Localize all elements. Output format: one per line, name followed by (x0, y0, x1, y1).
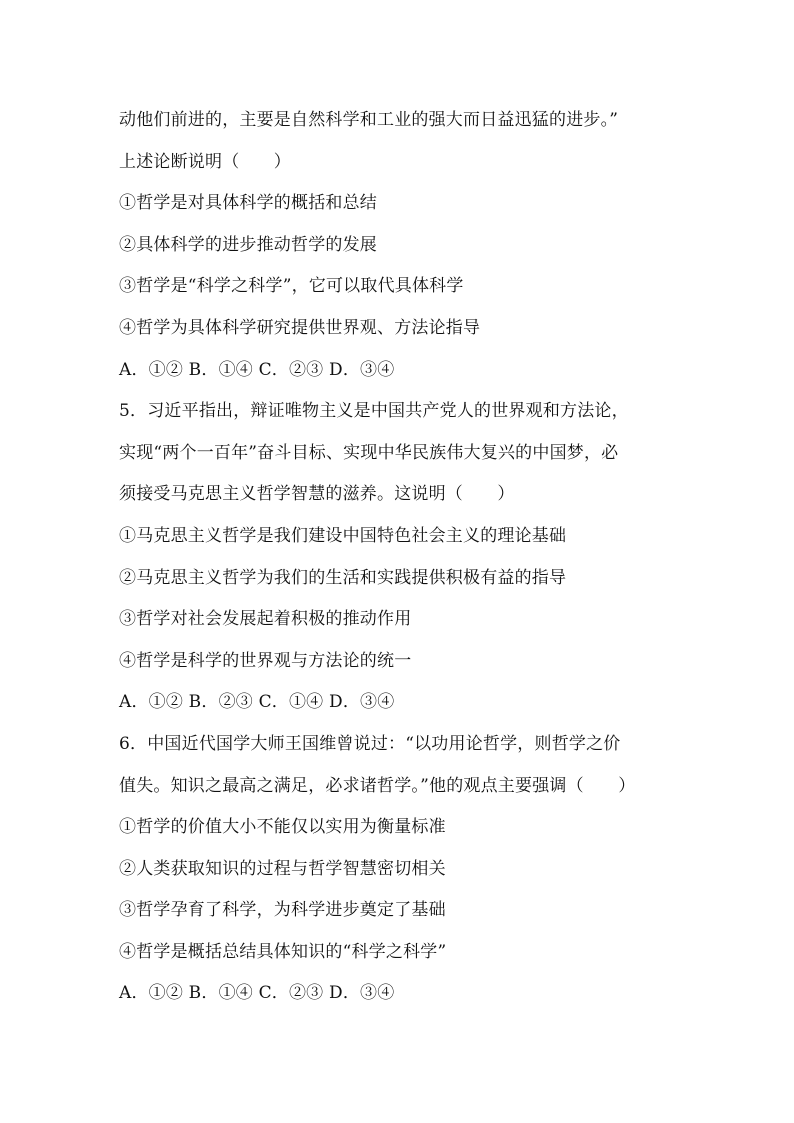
option-statement-2: ②人类获取知识的过程与哲学智慧密切相关 (119, 858, 446, 879)
question-5-line-1: 5．习近平指出，辩证唯物主义是中国共产党人的世界观和方法论， (119, 401, 629, 422)
option-statement-3: ③哲学对社会发展起着积极的推动作用 (119, 609, 412, 630)
option-statement-4: ④哲学为具体科学研究提供世界观、方法论指导 (119, 317, 481, 338)
answer-choices: A．①② B．②③ C．①④ D．③④ (119, 692, 395, 713)
option-statement-1: ①哲学是对具体科学的概括和总结 (119, 193, 377, 214)
option-statement-2: ②具体科学的进步推动哲学的发展 (119, 234, 377, 255)
question-text-block (119, 100, 689, 1015)
option-statement-3: ③哲学孕育了科学，为科学进步奠定了基础 (119, 900, 446, 921)
option-statement-1: ①马克思主义哲学是我们建设中国特色社会主义的理论基础 (119, 525, 567, 546)
question-6-line-2: 值失。知识之最高之满足，必求诸哲学。”他的观点主要强调（ ） (119, 775, 636, 796)
answer-choices: A．①② B．①④ C．②③ D．③④ (119, 359, 395, 380)
option-statement-3: ③哲学是“科学之科学”，它可以取代具体科学 (119, 276, 464, 297)
question-6-line-1: 6．中国近代国学大师王国维曾说过：“以功用论哲学，则哲学之价 (119, 733, 621, 754)
question-5-line-2: 实现“两个一百年”奋斗目标、实现中华民族伟大复兴的中国梦，必 (119, 442, 619, 463)
option-statement-4: ④哲学是概括总结具体知识的“科学之科学” (119, 941, 447, 962)
option-statement-2: ②马克思主义哲学为我们的生活和实践提供积极有益的指导 (119, 567, 567, 588)
option-statement-4: ④哲学是科学的世界观与方法论的统一 (119, 650, 412, 671)
text-line: 动他们前进的，主要是自然科学和工业的强大而日益迅猛的进步。” (119, 110, 619, 130)
question-stem-line: 上述论断说明（ ） (119, 151, 291, 172)
option-statement-1: ①哲学的价值大小不能仅以实用为衡量标准 (119, 817, 446, 838)
question-5-line-3: 须接受马克思主义哲学智慧的滋养。这说明（ ） (119, 484, 515, 505)
answer-choices: A．①② B．①④ C．②③ D．③④ (119, 983, 395, 1004)
